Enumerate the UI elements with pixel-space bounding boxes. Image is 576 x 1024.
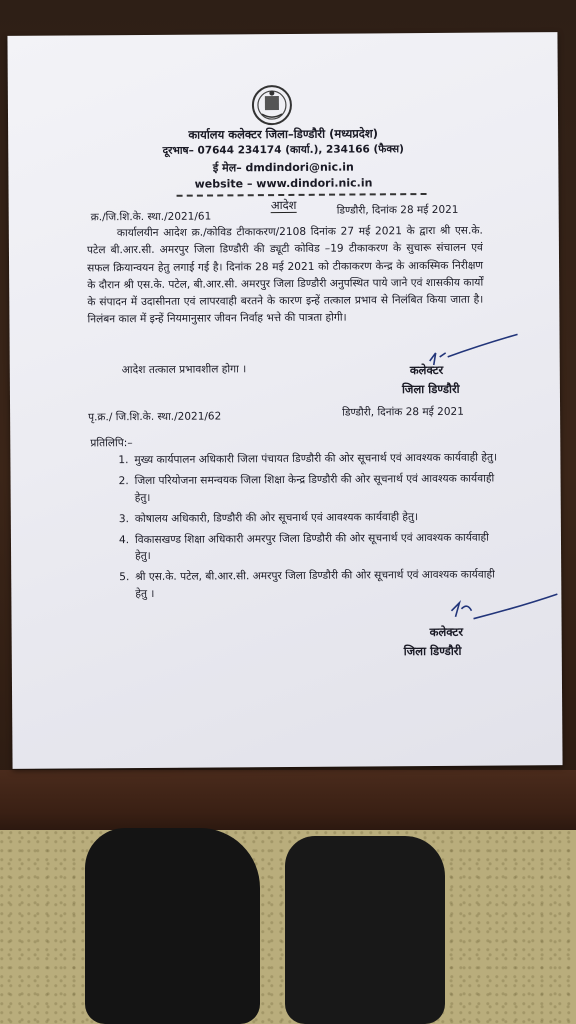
order-paragraph: कार्यालयीन आदेश क्र./कोविड टीकाकरण/2108 दिनांक 27 मई 2021 के द्वारा श्री एस.के. पटेल बी.आर.सी. अमरपुर जिला डिण्डौरी की ड्यूटी कोविड –19 टीकाकरण के सुचारू संचालन एवं सफल क्रियान्वयन हेतु लगाई गई है। दिनांक 28 मई 2021 को टीकाकरण केन्द्र के आकस्मिक निरीक्षण के दौरान श्री एस.के. पटेल, बी.आर.सी. अमरपुर जिला डिण्डौरी अनुपस्थित पाये जाने एवं शासकीय कार्यों के संपादन में उदासीनता एवं लापरवाही बरतने के कारण इन्हें तत्काल प्रभाव से निलंबित किया जाता है। निलंबन काल में इन्हें नियमानुसार जीवन निर्वाह भत्ते की पात्रता होगी। <box>86 224 484 326</box>
item-number: 2. <box>118 475 129 488</box>
email-line: ई मेल– dmdindori@nic.in <box>212 160 354 175</box>
left-shoe <box>85 828 260 1024</box>
endorsement-reference: पृ.क्र./ जि.शि.के. स्था./2021/62 <box>88 410 222 424</box>
list-item <box>119 471 499 507</box>
effective-statement: आदेश तत्काल प्रभावशील होगा । <box>121 363 247 377</box>
copy-list <box>118 450 499 607</box>
order-reference: क्र./जि.शि.के. स्था./2021/61 <box>90 210 212 224</box>
order-date: डिण्डौरी, दिनांक 28 मई 2021 <box>336 203 459 217</box>
signatory-district: जिला डिण्डौरी <box>401 381 460 397</box>
item-number: 4. <box>118 533 130 546</box>
list-item <box>119 529 499 565</box>
item-text: मुख्य कार्यपालन अधिकारी जिला पंचायत डिण्डौरी की ओर सूचनार्थ एवं आवश्यक कार्यवाही हेतु। <box>134 451 498 467</box>
item-number: 1. <box>118 454 129 467</box>
item-number: 3. <box>118 512 129 525</box>
signatory-title: कलेक्टर <box>409 362 444 378</box>
item-text: जिला परियोजना समन्वयक जिला शिक्षा केन्द्र डिण्डौरी की ओर सूचनार्थ एवं आवश्यक कार्यवाही हेतु। <box>134 472 495 504</box>
copy-to-label: प्रतिलिपि:– <box>90 437 133 450</box>
endorsement-date: डिण्डौरी, दिनांक 28 मई 2021 <box>342 405 464 419</box>
signatory-district: जिला डिण्डौरी <box>403 643 462 659</box>
order-document <box>7 32 562 769</box>
right-shoe <box>285 836 445 1024</box>
signatory-block-1 <box>402 361 460 399</box>
signatory-block-2 <box>404 623 464 661</box>
list-item <box>118 450 498 469</box>
website-line: website – www.dindori.nic.in <box>194 176 373 191</box>
phone-line: दूरभाष– 07644 234174 (कार्या.), 234166 (फैक्स) <box>162 143 404 157</box>
item-number: 5. <box>119 571 130 584</box>
title-text: आदेश <box>270 197 297 213</box>
order-body <box>87 223 484 330</box>
item-text: श्री एस.के. पटेल, बी.आर.सी. अमरपुर जिला डिण्डौरी की ओर सूचनार्थ एवं आवश्यक कार्यवाही हेतु । <box>135 568 495 600</box>
item-text: कोषालय अधिकारी, डिण्डौरी की ओर सूचनार्थ एवं आवश्यक कार्यवाही हेतु। <box>134 510 419 525</box>
office-name: कार्यालय कलेक्टर जिला–डिण्डौरी (मध्यप्रदेश) <box>188 126 378 142</box>
list-item <box>119 508 499 527</box>
state-emblem-icon <box>248 84 296 126</box>
item-text: विकासखण्ड शिक्षा अधिकारी अमरपुर जिला डिण्डौरी की ओर सूचनार्थ एवं आवश्यक कार्यवाही हेतु। <box>134 531 489 563</box>
signatory-title: कलेक्टर <box>429 624 464 639</box>
